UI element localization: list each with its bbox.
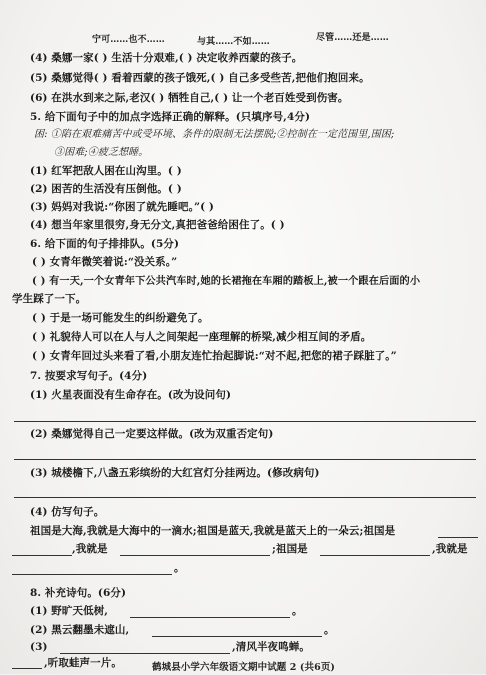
q6-line-5: ( ) 女青年回过头来看了看,小朋友连忙抬起脚说:“对不起,把您的裙子踩脏了。” <box>32 350 397 362</box>
q6-line-2: ( ) 有一天,一个女青年下公共汽车时,她的长裙拖在车厢的踏板上,被一个跟在后面的小 <box>32 275 421 287</box>
answer-blank[interactable] <box>438 537 478 538</box>
q8-poem-2: (2) 黑云翻墨未遮山, <box>30 624 130 636</box>
q8-poem-1-end: 。 <box>292 605 303 617</box>
answer-blank[interactable] <box>12 668 42 669</box>
q7-imitate-end: 。 <box>174 562 185 574</box>
q5-sentence-1: (1) 红军把敌人困在山沟里。( ) <box>30 165 182 177</box>
q8-poem-3-end: ,清风半夜鸣蝉。 <box>232 641 310 653</box>
q7-imitate-mid: ,我就是 <box>72 543 108 555</box>
answer-blank[interactable] <box>12 574 172 575</box>
q6-line-2-cont: 学生踩了一下。 <box>12 293 87 305</box>
q4-item-6: (6) 在洪水到来之际,老汉( ) 牺牲自己,( ) 让一个老百姓受到伤害。 <box>30 92 349 104</box>
q5-explanation-2: ③困难;④疲乏想睡。 <box>54 147 149 158</box>
answer-blank[interactable] <box>12 555 72 556</box>
q5-title: 5. 给下面句子中的加点字选择正确的解释。(只填序号,4分) <box>30 111 311 123</box>
q7-title: 7. 按要求写句子。(4分) <box>30 370 148 382</box>
pattern-1: 宁可……也不…… <box>92 35 165 45</box>
answer-blank[interactable] <box>120 555 270 556</box>
q8-poem-4: ,听取蛙声一片。 <box>44 657 122 669</box>
q6-line-3: ( ) 于是一场可能发生的纠纷避免了。 <box>32 312 209 324</box>
pattern-3: 尽管……还是…… <box>316 33 389 43</box>
q6-line-1: ( ) 女青年微笑着说:“没关系。” <box>32 256 178 268</box>
answer-line[interactable] <box>14 497 476 498</box>
q6-title: 6. 给下面的句子排排队。(5分) <box>30 238 180 250</box>
answer-line[interactable] <box>14 459 476 460</box>
q8-title: 8. 补充诗句。(6分) <box>30 587 127 599</box>
q7-sentence-2: (2) 桑娜觉得自己一定要这样做。(改为双重否定句) <box>30 428 274 440</box>
q5-sentence-3: (3) 妈妈对我说:“你困了就先睡吧。”( ) <box>30 201 214 213</box>
answer-line[interactable] <box>14 421 476 422</box>
q7-sentence-4: (4) 仿写句子。 <box>30 506 105 518</box>
q4-item-5: (5) 桑娜觉得( ) 看着西蒙的孩子饿死,( ) 自己多受些苦,把他们抱回来。 <box>30 72 370 84</box>
pattern-2: 与其……不如…… <box>197 37 270 47</box>
q5-sentence-2: (2) 困苦的生活没有压倒他。( ) <box>30 183 182 195</box>
q7-imitate-tail: ,我就是 <box>432 543 468 555</box>
q7-imitate-prompt: 祖国是大海,我就是大海中的一滴水;祖国是蓝天,我就是蓝天上的一朵云;祖国是 <box>30 525 396 537</box>
q6-line-4: ( ) 礼貌待人可以在人与人之间架起一座理解的桥梁,减少相互间的矛盾。 <box>32 331 372 343</box>
q8-poem-2-end: 。 <box>324 624 335 636</box>
q4-item-4: (4) 桑娜一家( ) 生活十分艰难,( ) 决定收养西蒙的孩子。 <box>30 52 303 64</box>
q7-imitate-mid2: ;祖国是 <box>272 543 308 555</box>
q5-sentence-4: (4) 想当年家里很穷,身无分文,真把爸爸给困住了。( ) <box>30 219 285 231</box>
answer-blank[interactable] <box>130 617 290 618</box>
q7-sentence-1: (1) 火星表面没有生命存在。(改为设问句) <box>30 389 232 401</box>
q7-sentence-3: (3) 城楼檐下,八盏五彩缤纷的大红宫灯分挂两边。(修改病句) <box>30 467 320 479</box>
answer-blank[interactable] <box>320 555 430 556</box>
page-footer: 鹤城县小学六年级语文期中试题 2 (共6页) <box>152 662 336 673</box>
answer-blank[interactable] <box>152 636 322 637</box>
q8-poem-1: (1) 野旷天低树, <box>30 605 109 617</box>
answer-blank[interactable] <box>60 653 230 654</box>
q5-explanation-1: 困: ①陷在艰难痛苦中或受环境、条件的限制无法摆脱;②控制在一定范围里,围困; <box>34 129 395 140</box>
q8-poem-3: (3) <box>30 641 48 653</box>
